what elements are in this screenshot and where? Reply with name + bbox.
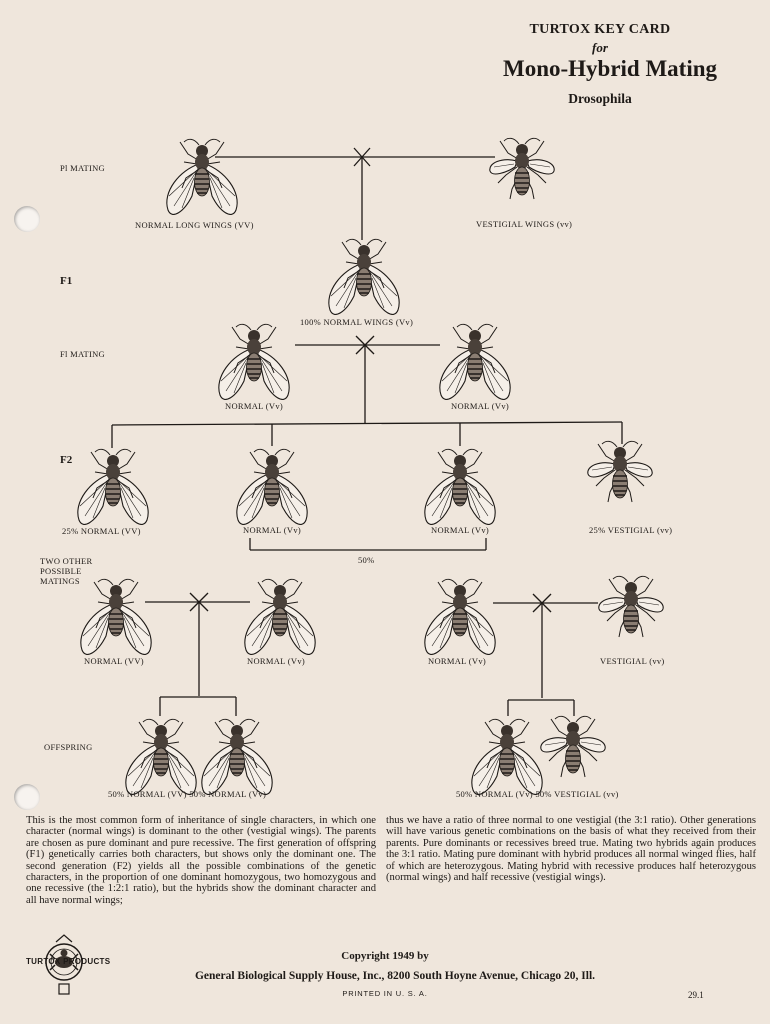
fly-f1m-left-icon [219, 324, 289, 399]
fly-m2-right-icon [599, 576, 663, 637]
fly-off2-right-icon [541, 716, 605, 777]
fly-off1-right-icon [202, 719, 272, 794]
card-title: TURTOX KEY CARD [529, 22, 671, 37]
fly-p1-normal-icon [167, 139, 237, 214]
fly-f2-1-icon [78, 449, 148, 524]
card-subtitle: Drosophila [568, 91, 632, 106]
fly-f1-icon [329, 239, 399, 314]
fly-f2-2-icon [237, 449, 307, 524]
fly-p1-vestigial-icon [490, 138, 554, 199]
card-title-for: for [592, 40, 608, 55]
label-matings: MATINGS [40, 576, 80, 586]
fly-label-f1m-left: NORMAL (Vv) [225, 401, 283, 411]
label-possible: POSSIBLE [40, 566, 82, 576]
fly-off1-left-icon [126, 719, 196, 794]
label-f1: F1 [60, 275, 73, 287]
label-two-other: TWO OTHER [40, 556, 93, 566]
fly-f2-4-icon [588, 441, 652, 502]
fly-label-f2-3: NORMAL (Vv) [431, 525, 489, 535]
fly-label-m2-right: VESTIGIAL (vv) [600, 656, 665, 666]
copyright: Copyright 1949 by [341, 950, 429, 962]
card-code: 29.1 [688, 990, 704, 1000]
publisher: General Biological Supply House, Inc., 8200 South Hoyne Avenue, Chicago 20, Ill. [194, 970, 596, 982]
fly-m1-left-icon [81, 579, 151, 654]
label-p1-mating: Pl MATING [60, 163, 105, 173]
fly-label-f2-2: NORMAL (Vv) [243, 525, 301, 535]
fly-label-f2-4: 25% VESTIGIAL (vv) [589, 525, 673, 535]
card-main-title: Mono-Hybrid Mating [502, 56, 718, 81]
fly-label-m1-right: NORMAL (Vv) [247, 656, 305, 666]
fly-label-m1-left: NORMAL (VV) [84, 656, 144, 666]
fly-f2-3-icon [425, 449, 495, 524]
printed-in: PRINTED IN U. S. A. [342, 989, 428, 998]
fly-label-f1: 100% NORMAL WINGS (Vv) [300, 317, 414, 327]
label-f2: F2 [60, 454, 73, 466]
fly-label-p1-vestigial: VESTIGIAL WINGS (vv) [476, 219, 573, 229]
body-text-right: thus we have a ratio of three normal to one vestigial (the 3:1 ratio). Other generations will have various genetic combinations on the basis of what they received from their parents. Pure dominants or recessives breed true. Mating two hybrids again produces the 3:1 ratio. Mating pure dominant with hybrid produces all normal winged flies, half of which are heterozygous. Mating hybrid with recessive produces half heterozygous (normal wings) and half recessive (vestigial wings). [386, 815, 756, 884]
logo-text: TURTOX PRODUCTS [26, 957, 111, 966]
fly-label-m2-left: NORMAL (Vv) [428, 656, 486, 666]
fly-label-f1m-right: NORMAL (Vv) [451, 401, 509, 411]
body-text-left: This is the most common form of inheritance of single characters, in which one character (normal wings) is dominant to the other (vestigial wings). The parents are chosen as pure dominant and pure recessive. The first generation of offspring (F1) genetically carries both characters, but shows only the dominant one. The second generation (F2) yields all the possible combinations of the genetic characters, in the proportion of one dominant homozygous, two homozygous and one recessive (the 1:2:1 ratio), but the hybrids show the dominant character and all have normal wings; [26, 815, 376, 906]
fly-label-offspring-right: 50% NORMAL (Vv) 50% VESTIGIAL (vv) [456, 789, 619, 799]
fly-off2-left-icon [472, 719, 542, 794]
label-f1-mating: Fl MATING [60, 349, 105, 359]
fly-label-p1-normal: NORMAL LONG WINGS (VV) [135, 220, 254, 230]
fly-label-f2-50: 50% [358, 555, 375, 565]
fly-label-offspring-left: 50% NORMAL (VV) 50% NORMAL (Vv) [108, 789, 267, 799]
label-offspring: OFFSPRING [44, 742, 93, 752]
fly-m1-right-icon [245, 579, 315, 654]
fly-label-f2-1: 25% NORMAL (VV) [62, 526, 141, 536]
fly-f1m-right-icon [440, 324, 510, 399]
fly-m2-left-icon [425, 579, 495, 654]
